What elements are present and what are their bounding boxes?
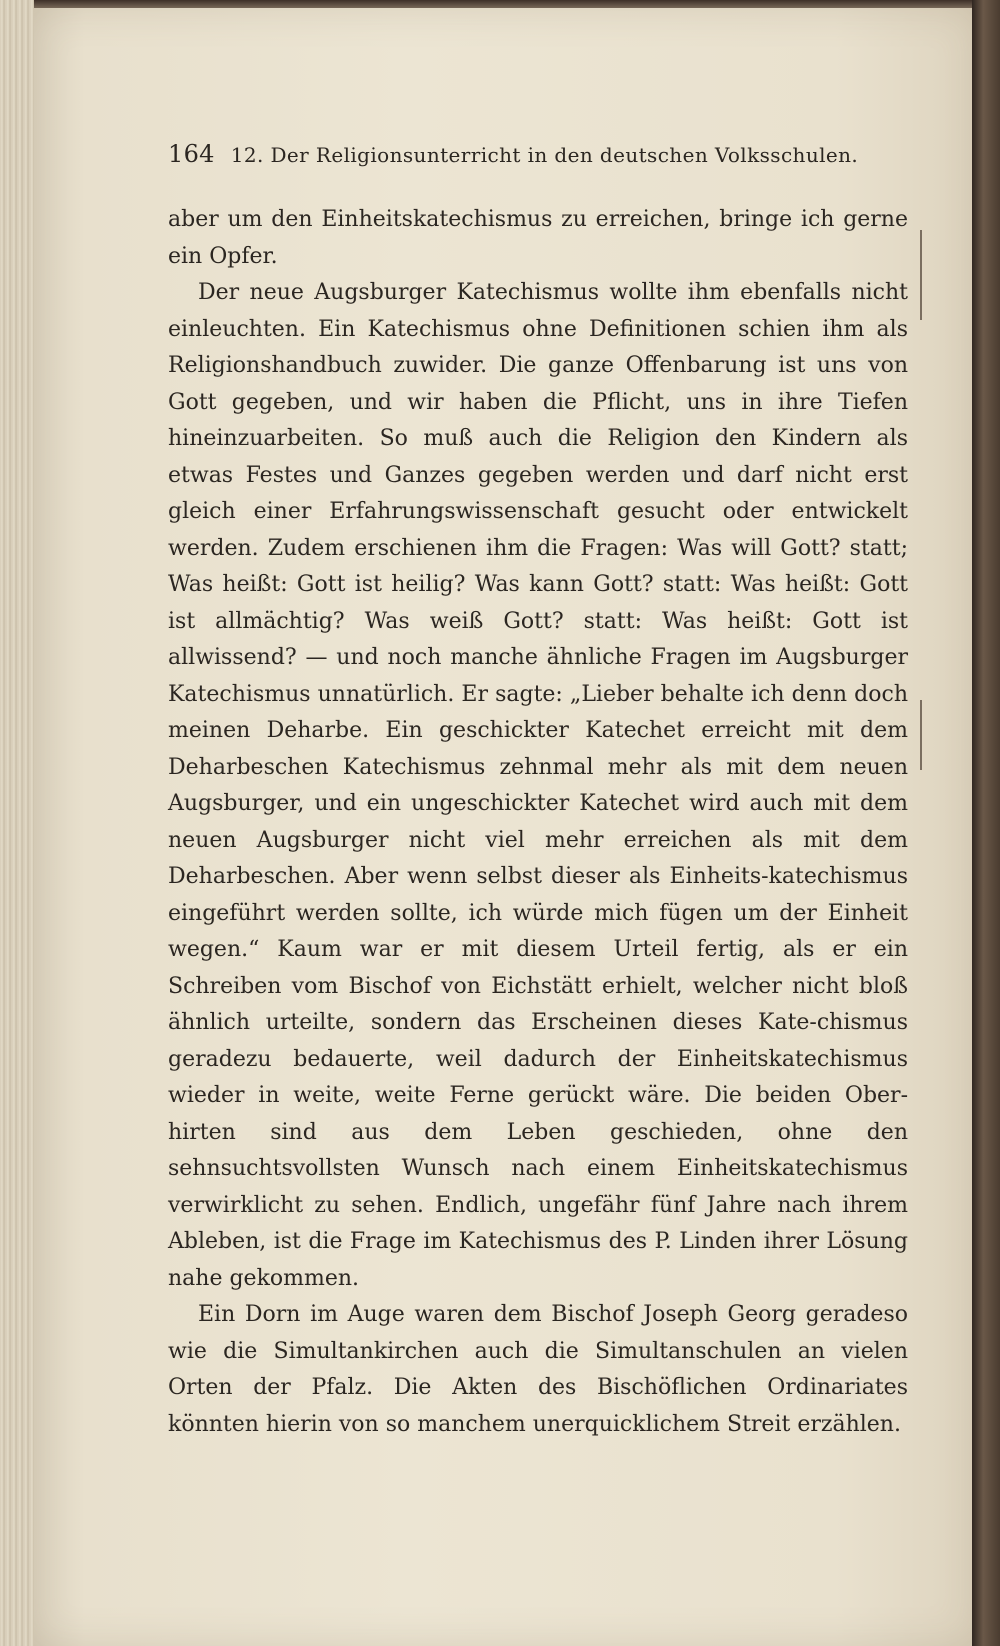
margin-pencil-mark [920, 230, 922, 320]
page-stack-edge [0, 0, 34, 1646]
paragraph: Der neue Augsburger Katechismus wollte ihm ebenfalls nicht einleuchten. Ein Katechismus ohne Definitionen schien ihm als Religionshandbuch zuwider. Die ganze Offenbarung ist uns von Gott gegeben, und wir haben die Pflicht, uns in ihre Tiefen hineinzuarbeiten. So muß auch die Religion den Kindern als etwas Festes und Ganzes gegeben werden und darf nicht erst gleich einer Erfahrungswissenschaft gesucht oder entwickelt werden. Zudem erschienen ihm die Fragen: Was will Gott? statt; Was heißt: Gott ist heilig? Was kann Gott? statt: Was heißt: Gott ist allmächtig? Was weiß Gott? statt: Was heißt: Gott ist allwissend? — und noch manche ähnliche Fragen im Augsburger Katechismus unnatürlich. Er sagte: „Lieber behalte ich denn doch meinen Deharbe. Ein geschickter Katechet erreicht mit dem Deharbeschen Katechismus zehnmal mehr als mit dem neuen Augsburger, und ein ungeschickter Katechet wird auch mit dem neuen Augsburger nicht viel mehr erreichen als mit dem Deharbeschen. Aber wenn selbst dieser als Einheits-katechismus eingeführt werden sollte, ich würde mich fügen um der Einheit wegen.“ Kaum war er mit diesem Urteil fertig, als er ein Schreiben vom Bischof von Eichstätt erhielt, welcher nicht bloß ähnlich urteilte, sondern das Erscheinen dieses Kate-chismus geradezu bedauerte, weil dadurch der Einheitskatechismus wieder in weite, weite Ferne gerückt wäre. Die beiden Ober-hirten sind aus dem Leben geschieden, ohne den sehnsuchtsvollsten Wunsch nach einem Einheitskatechismus verwirklicht zu sehen. Endlich, ungefähr fünf Jahre nach ihrem Ableben, ist die Frage im Katechismus des P. Linden ihrer Lösung nahe gekommen. [168, 280, 908, 1291]
paragraph: Ein Dorn im Auge waren dem Bischof Joseph Georg geradeso wie die Simultankirchen auch die Simultanschulen an vielen Orten der Pfalz. Die Akten des Bischöflichen Ordinariates könnten hierin von so manchem unerquicklichem Streit erzählen. [168, 1302, 908, 1437]
book-gutter [972, 0, 1000, 1646]
paragraph-continuation: aber um den Einheitskatechismus zu erreichen, bringe ich gerne ein Opfer. [168, 207, 908, 269]
page-content [168, 140, 908, 1443]
chapter-title: 12. Der Religionsunterricht in den deutschen Volksschulen. [230, 143, 859, 167]
page-number: 164 [168, 140, 215, 168]
running-head [168, 140, 908, 180]
margin-pencil-mark [920, 700, 922, 770]
